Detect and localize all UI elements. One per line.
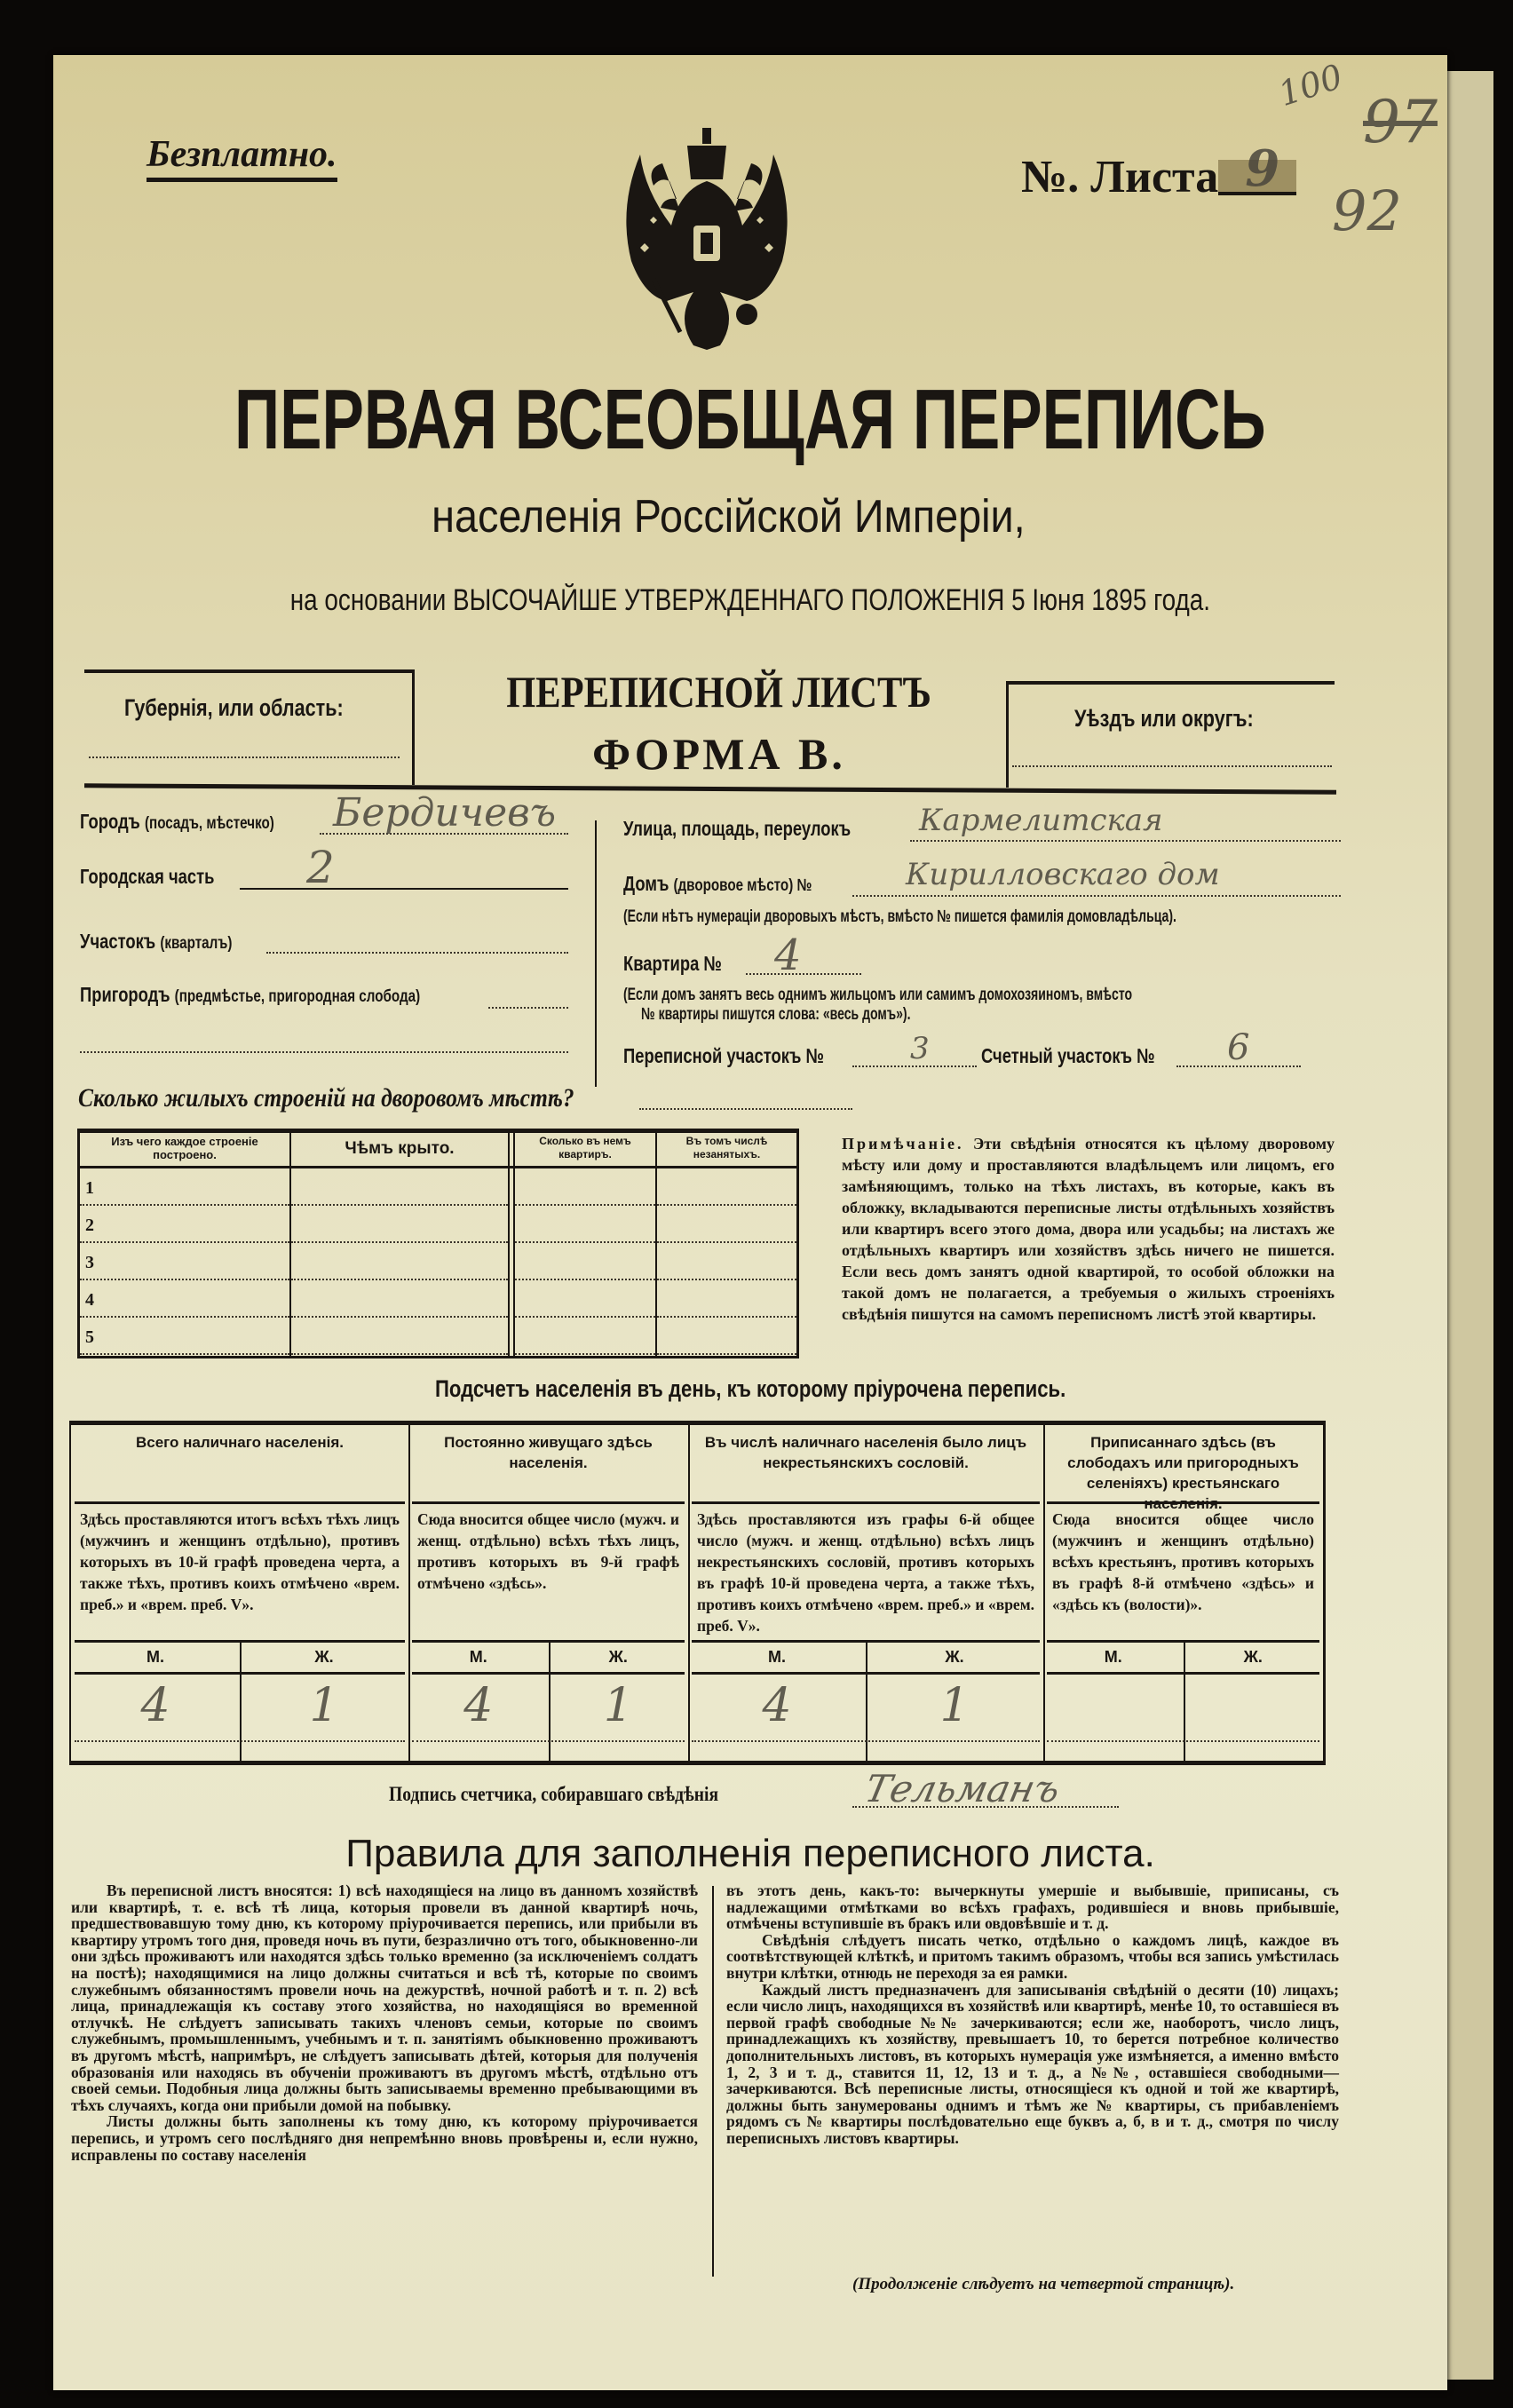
divider bbox=[712, 1886, 714, 2277]
form-title-wrap bbox=[417, 666, 1021, 729]
male-count-value: 4 bbox=[140, 1679, 170, 1732]
street-label: Улица, площадь, переулокъ bbox=[623, 817, 852, 840]
population-col-description: Здѣсь проставляются итогъ всѣхъ тѣхъ лицъ (мужчинъ и женщинъ отдѣльно), противъ которыхъ въ 10-й графѣ проведена черта, а также тѣхъ, противъ коихъ отмѣчено «врем. преб.» и «врем. преб. V». bbox=[80, 1510, 400, 1613]
district-label: Уѣздъ или округъ: bbox=[1074, 705, 1254, 732]
male-count-value: 4 bbox=[463, 1679, 494, 1732]
female-count-value: 1 bbox=[603, 1679, 633, 1732]
legal-basis: на основании ВЫСОЧАЙШЕ УТВЕРЖДЕННАГО ПОЛОЖЕНІЯ 5 Іюня 1895 года. bbox=[289, 583, 1211, 617]
building-cell-input[interactable] bbox=[80, 1241, 289, 1243]
title-block bbox=[53, 371, 1447, 494]
rules-right-column bbox=[726, 1882, 1339, 2147]
district-input-line[interactable] bbox=[1012, 765, 1332, 767]
building-cell-input[interactable] bbox=[80, 1353, 289, 1355]
suburb-input[interactable] bbox=[488, 1007, 568, 1009]
census-form-page bbox=[53, 55, 1447, 2390]
flat-note-1: (Если домъ занятъ весь однимъ жильцомъ или самимъ домохозяиномъ, вмѣсто bbox=[623, 986, 1133, 1004]
building-row-number: 4 bbox=[85, 1290, 94, 1310]
divider bbox=[75, 1672, 405, 1675]
building-cell-input[interactable] bbox=[515, 1316, 655, 1318]
count-input-line[interactable] bbox=[1047, 1740, 1319, 1742]
buildings-col-roof: Чѣмъ крыто. bbox=[345, 1139, 455, 1158]
count-district-label: Счетный участокъ № bbox=[981, 1044, 1155, 1067]
divider bbox=[289, 1133, 291, 1356]
divider bbox=[508, 1133, 510, 1356]
divider bbox=[412, 669, 415, 785]
house-label: Домъ (дворовое мѣсто) № bbox=[623, 872, 812, 895]
census-district-value: 3 bbox=[910, 1031, 930, 1066]
divider bbox=[1043, 1425, 1045, 1761]
census-district-label: Переписной участокъ № bbox=[623, 1044, 825, 1067]
building-cell-input[interactable] bbox=[291, 1316, 508, 1318]
divider bbox=[412, 1672, 685, 1675]
building-cell-input[interactable] bbox=[515, 1241, 655, 1243]
building-cell-input[interactable] bbox=[657, 1353, 796, 1355]
building-cell-input[interactable] bbox=[657, 1204, 796, 1206]
building-cell-input[interactable] bbox=[291, 1204, 508, 1206]
building-row-number: 1 bbox=[85, 1178, 94, 1198]
building-cell-input[interactable] bbox=[80, 1279, 289, 1280]
building-cell-input[interactable] bbox=[515, 1204, 655, 1206]
sheet-number-value: 9 bbox=[1245, 139, 1280, 198]
population-col-description: Сюда вносится общее число (мужчинъ и женщинъ отдѣльно) всѣхъ крестьянъ, противъ которыхъ въ графѣ 8-й отмѣчено «здѣсь» и «здѣсь къ (волости)». bbox=[1052, 1510, 1314, 1613]
divider bbox=[595, 820, 597, 1087]
buildings-col-material: Изъ чего каждое строеніе построено. bbox=[111, 1135, 258, 1161]
building-cell-input[interactable] bbox=[80, 1204, 289, 1206]
male-count-value: 4 bbox=[762, 1679, 792, 1732]
count-input-line[interactable] bbox=[692, 1740, 1040, 1742]
population-col-title: Постоянно живущаго здѣсь населенія. bbox=[444, 1434, 653, 1471]
divider bbox=[1006, 681, 1335, 685]
suburb-input-line-2[interactable] bbox=[80, 1051, 568, 1053]
divider bbox=[84, 669, 413, 673]
building-cell-input[interactable] bbox=[657, 1279, 796, 1280]
divider bbox=[655, 1133, 657, 1356]
rules-paragraph: Свѣдѣнія слѣдуетъ писать четко, отдѣльно о каждомъ лицѣ, каждое въ соотвѣтствующей клѣткѣ, и притомъ такимъ образомъ, чтобы вся запись умѣстилась внутри клѣтки, отнюдь не переходя за ея рамки. bbox=[726, 1930, 1339, 1982]
building-cell-input[interactable] bbox=[657, 1241, 796, 1243]
population-col-title: Въ числѣ наличнаго населенія было лицъ некрестьянскихъ сословій. bbox=[704, 1434, 1027, 1471]
province-label: Губернія, или область: bbox=[124, 694, 344, 721]
divider bbox=[692, 1501, 1040, 1504]
divider bbox=[1047, 1501, 1319, 1504]
building-cell-input[interactable] bbox=[515, 1353, 655, 1355]
building-cell-input[interactable] bbox=[515, 1279, 655, 1280]
buildings-question: Сколько жилыхъ строеній на дворовомъ мѣстѣ? bbox=[78, 1083, 574, 1113]
female-label: Ж. bbox=[608, 1648, 628, 1666]
quarter-input[interactable] bbox=[266, 952, 568, 954]
basis-wrap bbox=[53, 582, 1447, 624]
count-input-line[interactable] bbox=[412, 1740, 685, 1742]
divider bbox=[1047, 1672, 1319, 1675]
divider bbox=[80, 1166, 796, 1168]
rules-paragraph: Листы должны быть заполнены къ тому дню, къ которому пріурочивается перепись, и утромъ сего послѣдняго дня непремѣнно вновь провѣрены и, если нужно, исправлены по составу населенія bbox=[71, 2112, 698, 2164]
building-cell-input[interactable] bbox=[291, 1279, 508, 1280]
subtitle: населенія Россійской Имперіи, bbox=[431, 491, 1026, 543]
enumerator-signature-label: Подпись счетчика, собиравшаго свѣдѣнія bbox=[389, 1783, 719, 1805]
female-label: Ж. bbox=[314, 1648, 334, 1666]
street-input[interactable] bbox=[910, 840, 1341, 842]
city-part-input[interactable] bbox=[240, 888, 568, 890]
house-input[interactable] bbox=[852, 895, 1341, 897]
buildings-col-vacant: Въ томъ числѣ незанятыхъ. bbox=[685, 1135, 768, 1160]
buildings-note: Примѣчаніе. Эти свѣдѣнія относятся къ цѣлому дворовому мѣсту или дому и проставляются владѣльцемъ или лицомъ, его замѣняющимъ, только на тѣхъ листахъ, въ которые, какъ въ обложку, вкладываются переписные листы отдѣльныхъ хозяйствъ или квартиръ всего этого дома, двора или усадьбы; на листахъ же отдѣльныхъ квартиръ или хозяйствъ здѣсь ничего не пишется. Если весь домъ занятъ одной квартирой, то особой обложки на такой домъ не полагается, а требуемыя о жилыхъ строеніяхъ свѣдѣнія пишутся на самомъ переписномъ листѣ этой квартиры. bbox=[842, 1135, 1335, 1323]
female-count-value: 1 bbox=[939, 1679, 970, 1732]
flat-input[interactable] bbox=[746, 973, 861, 975]
flat-label: Квартира № bbox=[623, 952, 722, 975]
building-cell-input[interactable] bbox=[657, 1316, 796, 1318]
main-title: ПЕРВАЯ ВСЕОБЩАЯ ПЕРЕПИСЬ bbox=[234, 372, 1266, 467]
rules-left-column bbox=[71, 1882, 698, 2163]
rules-paragraph: Въ переписной листъ вносятся: 1) всѣ находящіеся на лицо въ данномъ хозяйствѣ или квартирѣ, т. е. всѣ тѣ лица, которыя провели въ данной квартирѣ ночь, предшествовавшую тому дню, къ которому пріурочивается перепись, или прибыли въ квартиру утромъ того дня, проведя ночь въ пути, безразлично отъ того, обыкновенно-ли они здѣсь проживаютъ или находятся здѣсь только временно (за исключеніемъ солдатъ на постѣ); находящимися на лицо должны считаться и всѣ тѣ, которые по своимъ служебнымъ обязанностямъ провели ночь на дежурствѣ, ночной работѣ и т. п. 2) всѣ лица, принадлежащія къ составу этого хозяйства, но находящіяся во временной отлучкѣ. Не слѣдуетъ записывать такихъ членовъ семьи, которые по своимъ служебнымъ, промышленнымъ, учебнымъ и т. п. занятіямъ обыкновенно проживаютъ въ другомъ мѣстѣ, напримѣръ, не слѣдуетъ записывать дѣтей, которыя для полученія образованія или находясь въ обученіи проживаютъ въ другомъ мѣстѣ, отдѣльно отъ своей семьи. Подобныя лица должны быть записываемы временно пребывающими въ тѣхъ случаяхъ, когда они прибыли домой на побывку. bbox=[71, 1881, 698, 2114]
form-name: ФОРМА В. bbox=[592, 729, 846, 779]
building-row-number: 5 bbox=[85, 1327, 94, 1347]
street-value: Кармелитская bbox=[919, 803, 1163, 838]
city-value: Бердичевъ bbox=[333, 790, 557, 836]
buildings-count-input[interactable] bbox=[639, 1108, 852, 1110]
population-col-description: Здѣсь проставляются изъ графы 6-й общее число (мужч. и женщ. отдѣльно) всѣхъ лицъ некрестьянскихъ сословій, противъ которыхъ въ графѣ 10-й проведена черта, а также тѣхъ, противъ коихъ отмѣчено «врем. преб.» и «врем. преб. V». bbox=[697, 1510, 1034, 1635]
city-part-label: Городская часть bbox=[80, 865, 215, 888]
sheet-number-field bbox=[1021, 139, 1296, 203]
building-cell-input[interactable] bbox=[291, 1353, 508, 1355]
female-label: Ж. bbox=[945, 1648, 964, 1666]
male-label: М. bbox=[147, 1648, 164, 1666]
building-row-number: 3 bbox=[85, 1253, 94, 1272]
male-label: М. bbox=[469, 1648, 487, 1666]
subtitle-wrap bbox=[53, 490, 1403, 555]
rules-title: Правила для заполненія переписного листа. bbox=[345, 1832, 1155, 1875]
female-count-value: 1 bbox=[309, 1679, 339, 1732]
city-label: Городъ (посадъ, мѣстечко) bbox=[80, 810, 274, 833]
quarter-label: Участокъ (кварталъ) bbox=[80, 930, 233, 953]
archive-number-current: 92 bbox=[1332, 178, 1402, 243]
building-row-number: 2 bbox=[85, 1216, 94, 1235]
population-title-wrap bbox=[53, 1374, 1447, 1407]
rules-paragraph: Каждый листъ предназначенъ для записыванія свѣдѣній о десяти (10) лицахъ; если число лицъ, находящихся въ хозяйствѣ или квартирѣ, менѣе 10, то оставшіеся въ первой графѣ свободные №№ зачеркиваются; если же, наоборотъ, число лицъ, принадлежащихъ къ хозяйству, превышаетъ 10, то берется потребное количество дополнительныхъ листовъ, въ которыхъ нумерація уже измѣняется, а именно вмѣсто 1, 2, 3 и т. д., ставится 11, 12, 13 и т. д., а №№, оставшіеся свободными—зачеркиваются. Всѣ переписные листы, относящіеся къ одной и той же квартирѣ, должны быть занумерованы однимъ и тѣмъ же № квартиры, съ прибавленіемъ рядомъ съ № квартиры послѣдовательно еще буквъ а, б, в и т. д., смотря по числу переписныхъ листовъ квартиры. bbox=[726, 1980, 1339, 2147]
buildings-col-flats: Сколько въ немъ квартиръ. bbox=[539, 1135, 631, 1160]
rules-paragraph: въ этотъ день, какъ-то: вычеркнуты умершіе и выбывшіе, приписаны, съ надлежащими отмѣтками во всѣхъ графахъ, родившіеся и вновь прибывшіе, отмѣчены вступившіе въ бракъ или овдовѣвшіе и т. д. bbox=[726, 1881, 1339, 1933]
province-input-line[interactable] bbox=[89, 756, 400, 758]
rules-continuation: (Продолженіе слѣдуетъ на четвертой страницѣ). bbox=[852, 2275, 1235, 2293]
suburb-label: Пригородъ (предмѣстье, пригородная слобода) bbox=[80, 983, 421, 1006]
divider bbox=[692, 1672, 1040, 1675]
house-note: (Если нѣтъ нумераціи дворовыхъ мѣстъ, вмѣсто № пишется фамилія домовладѣльца). bbox=[623, 907, 1176, 926]
population-col-title: Приписаннаго здѣсь (въ слободахъ или пригородныхъ селеніяхъ) крестьянскаго bbox=[1067, 1434, 1299, 1492]
female-label: Ж. bbox=[1243, 1648, 1263, 1666]
buildings-table bbox=[77, 1129, 799, 1358]
archive-number-struck: 100 bbox=[1273, 56, 1348, 115]
house-value: Кирилловскаго дом bbox=[906, 857, 1220, 892]
building-cell-input[interactable] bbox=[291, 1241, 508, 1243]
form-title: ПЕРЕПИСНОЙ ЛИСТЪ bbox=[506, 667, 932, 717]
population-table bbox=[69, 1421, 1326, 1765]
archive-number-struck-2: 97 bbox=[1363, 88, 1438, 156]
male-label: М. bbox=[768, 1648, 786, 1666]
enumerator-signature-value: Тельманъ bbox=[860, 1767, 1065, 1810]
sheet-number-label: №. Листа bbox=[1021, 152, 1219, 202]
flat-note-2: № квартиры пишутся слова: «весь домъ»). bbox=[641, 1005, 911, 1024]
flat-value: 4 bbox=[774, 931, 802, 980]
building-cell-input[interactable] bbox=[80, 1316, 289, 1318]
population-col-description: Сюда вносится общее число (мужч. и женщ. отдѣльно) всѣхъ тѣхъ лицъ, противъ которыхъ въ 9-й графѣ отмѣчено «здѣсь». bbox=[417, 1510, 679, 1592]
divider bbox=[75, 1501, 405, 1504]
free-of-charge-label: Безплатно. bbox=[147, 133, 337, 182]
population-col-title: Всего наличнаго населенія. bbox=[136, 1434, 344, 1451]
city-part-value: 2 bbox=[306, 842, 335, 893]
double-headed-eagle-icon bbox=[618, 128, 796, 350]
count-district-value: 6 bbox=[1227, 1027, 1250, 1068]
form-name-wrap bbox=[417, 728, 1021, 791]
divider bbox=[412, 1501, 685, 1504]
population-title: Подсчетъ населенія въ день, къ которому пріурочена перепись. bbox=[434, 1375, 1066, 1402]
divider bbox=[1006, 681, 1009, 788]
count-input-line[interactable] bbox=[75, 1740, 405, 1742]
rules-title-wrap bbox=[53, 1831, 1447, 1886]
divider bbox=[513, 1133, 515, 1356]
male-label: М. bbox=[1104, 1648, 1122, 1666]
